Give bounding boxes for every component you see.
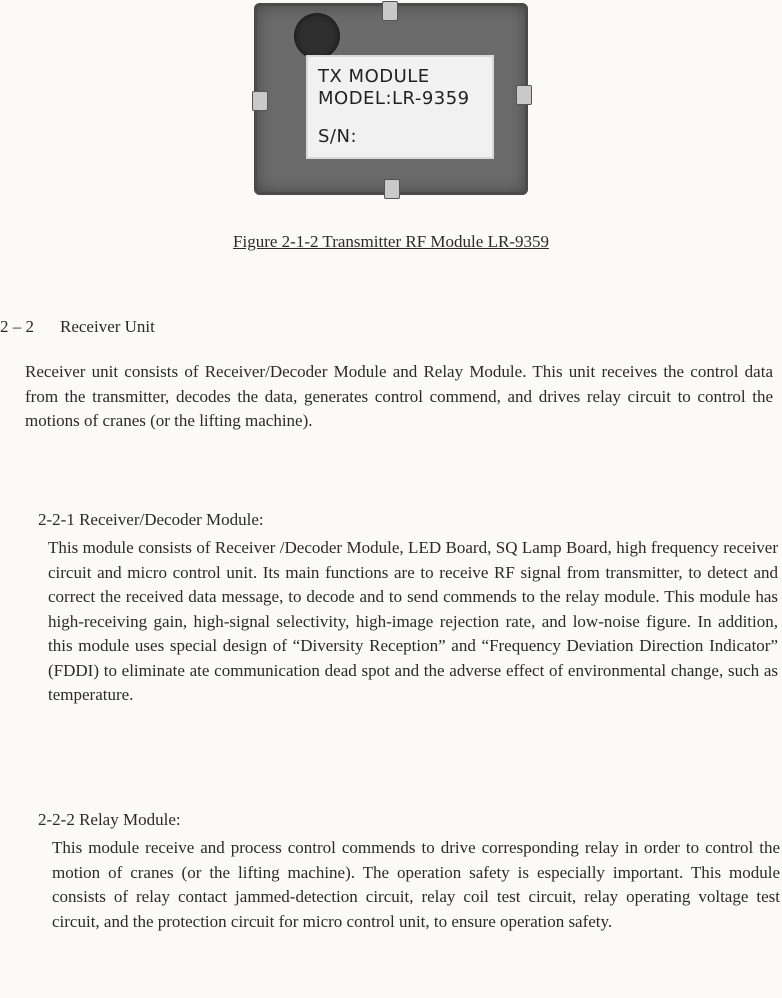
clip-tab-bottom: [384, 179, 400, 199]
figure-caption: Figure 2-1-2 Transmitter RF Module LR-9359: [233, 232, 549, 251]
label-line-2: MODEL:LR-9359: [318, 88, 470, 109]
label-line-3: S/N:: [318, 126, 358, 147]
clip-tab-right: [516, 85, 532, 105]
tx-module-photo: [254, 3, 528, 195]
subsection-body-1: This module consists of Receiver /Decoder Module, LED Board, SQ Lamp Board, high frequency receiver circuit and micro control unit. Its main functions are to receive RF signal from transmitter, to detect and correct the received data message, to decode and to send commends to the relay module. This module has high-receiving gain, high-signal selectivity, high-image rejection rate, and low-noise figure. In addition, this module uses special design of “Diversity Reception” and “Frequency Deviation Direction Indicator” (FDDI) to eliminate ate communication dead spot and the adverse effect of environmental change, such as temperature.: [48, 538, 778, 704]
clip-tab-left: [252, 91, 268, 111]
subsection-heading-2: 2-2-2 Relay Module:: [38, 810, 181, 829]
subsection-heading-1: 2-2-1 Receiver/Decoder Module:: [38, 510, 264, 529]
section-intro: Receiver unit consists of Receiver/Decoder Module and Relay Module. This unit receives the control data from the transmitter, decodes the data, generates control commend, and drives relay circuit to control the motions of cranes (or the lifting machine).: [25, 362, 773, 430]
section-number: 2 – 2: [0, 317, 34, 336]
mounting-hole: [294, 13, 340, 59]
section-title: Receiver Unit: [60, 317, 155, 336]
clip-tab-top: [382, 1, 398, 21]
label-line-1: TX MODULE: [318, 66, 430, 87]
module-label: [306, 55, 494, 159]
section-heading: [0, 317, 155, 337]
subsection-body-2: This module receive and process control commends to drive corresponding relay in order to control the motion of cranes (or the lifting machine). The operation safety is especially important. This module consists of relay contact jammed-detection circuit, relay coil test circuit, relay operating voltage test circuit, and the protection circuit for micro control unit, to ensure operation safety.: [52, 838, 780, 931]
